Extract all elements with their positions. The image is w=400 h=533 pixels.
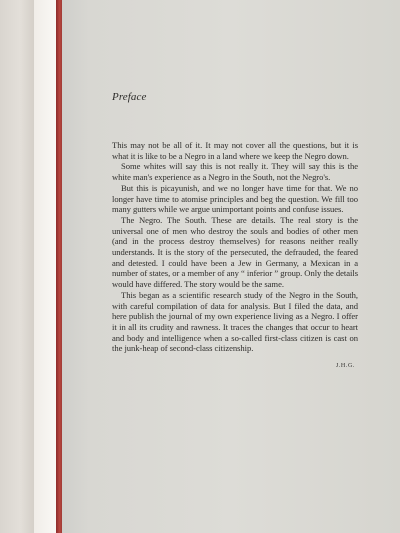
paragraph-2: Some whites will say this is not really it. They will say this is the white man's experience as a Negro in the South, not the Negro's. — [112, 161, 358, 183]
page-content — [112, 91, 358, 369]
paragraph-5: This began as a scientific research study of the Negro in the South, with careful compilation of data for analysis. But I filed the data, and here publish the journal of my own experience living as a Negro. I offer it in all its crudity and rawness. It traces the changes that occur to heart and body and intelligence when a so-called first-class citizen is cast on the junk-heap of second-class citizenship. — [112, 289, 358, 354]
page-heading: Preface — [112, 91, 147, 103]
book-gutter — [34, 0, 56, 533]
preface-page — [62, 0, 400, 533]
author-initials: J.H.G. — [335, 363, 355, 370]
paragraph-4: The Negro. The South. These are details. The real story is the universal one of men who destroy the souls and bodies of other men (and in the process destroy themselves) for reasons neither really understands. It is the story of the persecuted, the defrauded, the feared and detested. I could have been a Jew in Germany, a Mexican in a number of states, or a member of any “ inferior ” group. Only the details would have differed. The story would be the same. — [112, 214, 358, 290]
book-spine — [0, 0, 34, 533]
paragraph-3: But this is picayunish, and we no longer have time for that. We no longer have time to atomise principles and beg the question. We fill too many gutters while we argue unimportant points and confuse issues. — [112, 182, 358, 215]
paragraph-1: This may not be all of it. It may not cover all the questions, but it is what it is like to be a Negro in a land where we keep the Negro down. — [112, 140, 358, 161]
